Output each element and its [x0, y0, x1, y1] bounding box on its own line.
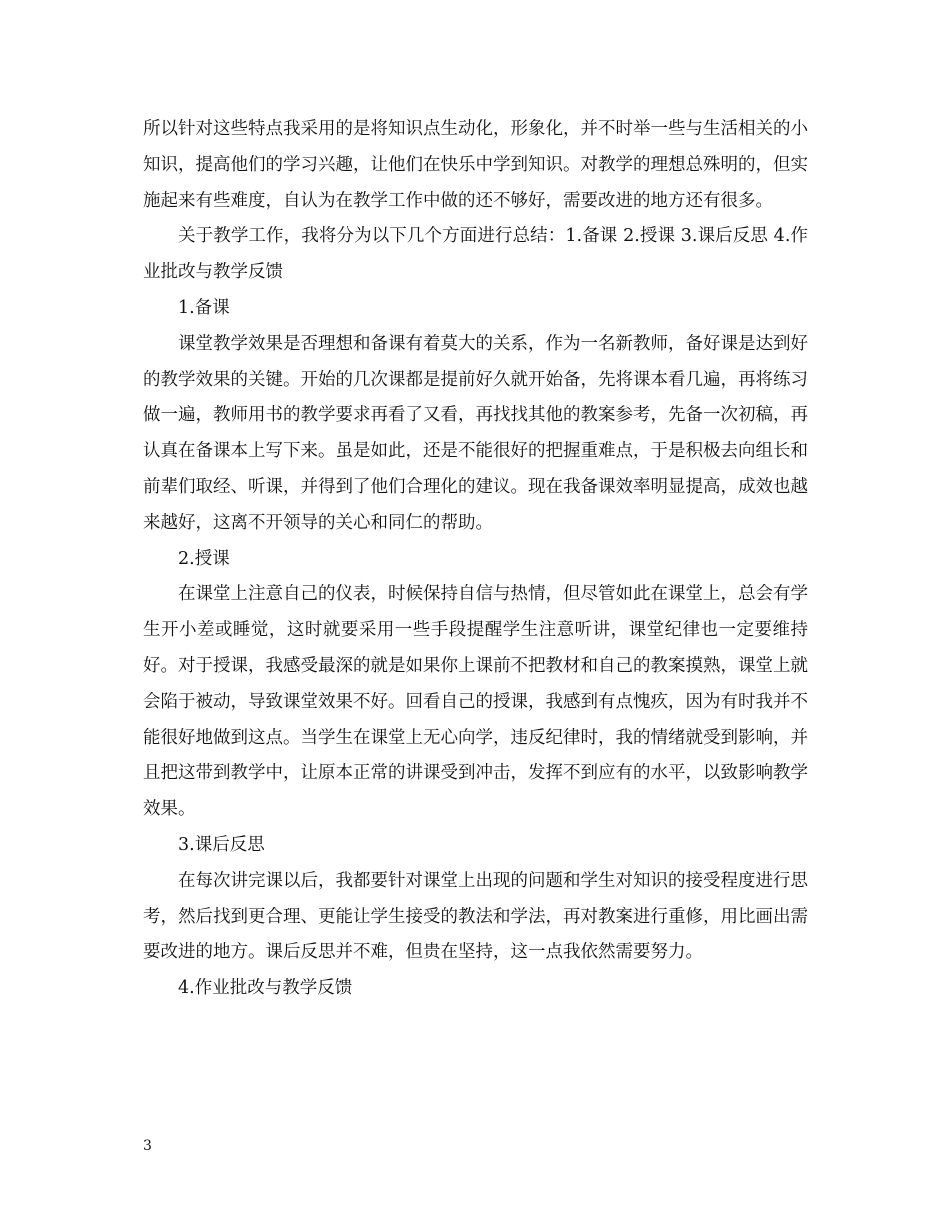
- heading-homework-feedback: 4.作业批改与教学反馈: [178, 978, 353, 999]
- document-body: [143, 112, 808, 1007]
- heading-reflection: 3.课后反思: [178, 834, 265, 855]
- paragraph-reflection: 在每次讲完课以后，我都要针对课堂上出现的问题和学生对知识的接受程度进行思考，然后找到更合理、更能让学生接受的教法和学法，再对教案进行重修，用比画出需要改进的地方。课后反思并不难，但贵在坚持，这一点我依然需要努力。: [143, 870, 808, 963]
- paragraph-lesson-prep: 课堂教学效果是否理想和备课有着莫大的关系，作为一名新教师，备好课是达到好的教学效果的关键。开始的几次课都是提前好久就开始备，先将课本看几遍，再将练习做一遍，教师用书的教学要求再看了又看，再找找其他的教案参考，先备一次初稿，再认真在备课本上写下来。虽是如此，还是不能很好的把握重难点，于是积极去向组长和前辈们取经、听课，并得到了他们合理化的建议。现在我备课效率明显提高，成效也越来越好，这离不开领导的关心和同仁的帮助。: [143, 333, 808, 533]
- paragraph-continuation: 所以针对这些特点我采用的是将知识点生动化，形象化，并不时举一些与生活相关的小知识，提高他们的学习兴趣，让他们在快乐中学到知识。对教学的理想总殊明的，但实施起来有些难度，自认为在教学工作中做的还不够好，需要改进的地方还有很多。: [143, 119, 808, 211]
- paragraph-intro: 关于教学工作，我将分为以下几个方面进行总结：1.备课 2.授课 3.课后反思 4.作业批改与教学反馈: [143, 226, 808, 283]
- heading-teaching: 2.授课: [178, 548, 230, 569]
- paragraph-teaching: 在课堂上注意自己的仪表，时候保持自信与热情，但尽管如此在课堂上，总会有学生开小差或睡觉，这时就要采用一些手段提醒学生注意听讲，课堂纪律也一定要维持好。对于授课，我感受最深的就是如果你上课前不把教材和自己的教案摸熟，课堂上就会陷于被动，导致课堂效果不好。回看自己的授课，我感到有点愧疚，因为有时我并不能很好地做到这点。当学生在课堂上无心向学，违反纪律时，我的情绪就受到影响，并且把这带到教学中，让原本正常的讲课受到冲击，发挥不到应有的水平，以致影响教学效果。: [143, 584, 808, 820]
- heading-lesson-prep: 1.备课: [178, 297, 230, 318]
- page-number: 3: [143, 1138, 152, 1154]
